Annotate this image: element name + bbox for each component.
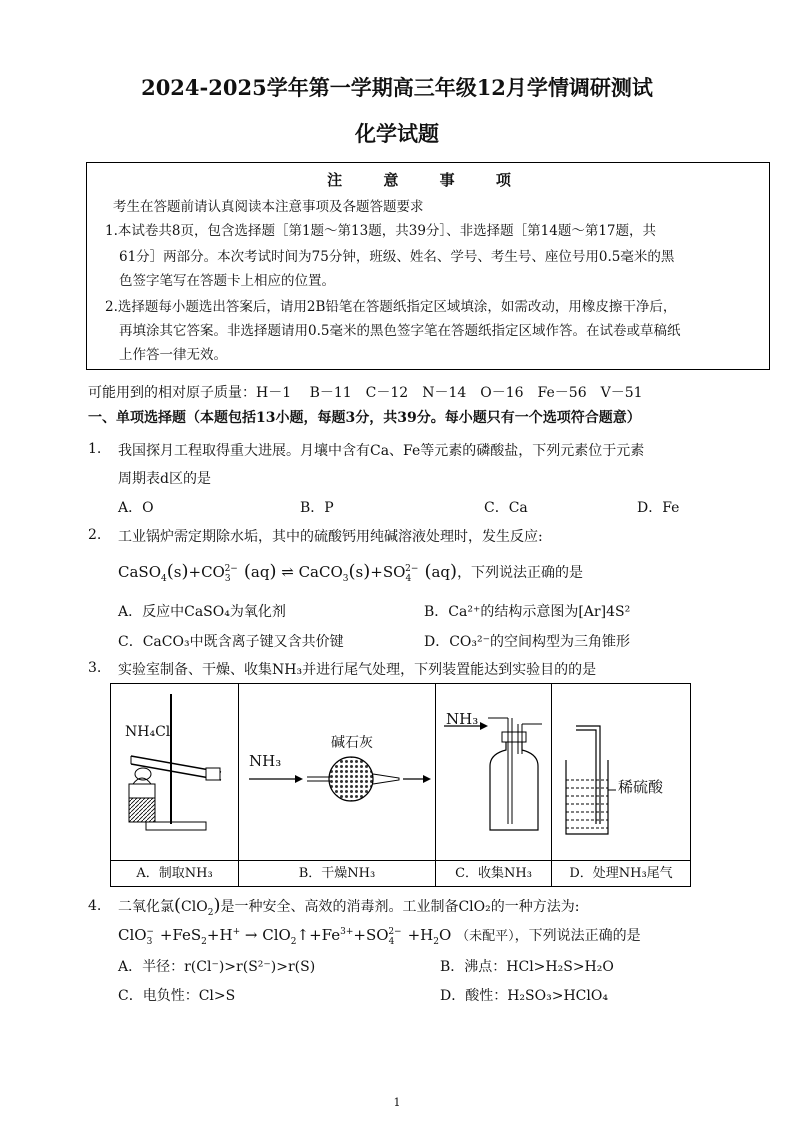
question-4-equation-note: （未配平） — [456, 929, 515, 944]
question-1-option-d[interactable]: D．Fe — [637, 500, 680, 516]
nh3-inlet-label-b: NH₃ — [249, 752, 282, 770]
question-4-stem-a: 二氧化氯 — [118, 899, 174, 915]
question-4-equation: $ClO_3^- +FeS_2+H^+ \to ClO_2↑+Fe^{3+}+SO_4^{2-} +H_2O$ （未配平），下列说法正确的是 — [118, 926, 641, 947]
question-4-option-d[interactable]: D．酸性：H₂SO₃>HClO₄ — [440, 988, 608, 1004]
question-4-stem-b: 是一种安全、高效的消毒剂。工业制备ClO₂的一种方法为: — [220, 899, 580, 915]
question-2-option-a[interactable]: A．反应中CaSO₄为氧化剂 — [118, 604, 286, 620]
notice-item1-line1: 1.本试卷共8页，包含选择题［第1题～第13题，共39分］、非选择题［第14题～第17题，共 — [105, 223, 657, 239]
question-2-stem: 工业锅炉需定期除水垢，其中的硫酸钙用纯碱溶液处理时，发生反应: — [118, 529, 543, 545]
apparatus-caption-c: C．收集NH₃ — [436, 860, 551, 887]
notice-item1-line2: 61分］两部分。本次考试时间为75分钟，班级、姓名、学号、考生号、座位号用0.5毫米的黑 — [119, 249, 675, 265]
apparatus-cell-a[interactable] — [111, 684, 239, 886]
question-3-number: 3. — [88, 660, 102, 676]
question-2-option-c[interactable]: C．CaCO₃中既含离子键又含共价键 — [118, 634, 344, 650]
question-2-option-d[interactable]: D．CO₃²⁻的空间构型为三角锥形 — [424, 634, 631, 650]
apparatus-cell-c[interactable] — [436, 684, 552, 886]
apparatus-caption-d: D．处理NH₃尾气 — [552, 860, 690, 887]
question-4-option-b[interactable]: B．沸点：HCl>H₂S>H₂O — [440, 959, 614, 975]
apparatus-cell-d[interactable] — [552, 684, 690, 886]
question-2-equation-tail: ，下列说法正确的是 — [457, 565, 584, 581]
soda-lime-label: 碱石灰 — [331, 735, 373, 751]
notice-item1-line3: 色签字笔写在答题卡上相应的位置。 — [119, 273, 335, 289]
apparatus-table — [110, 683, 691, 887]
page-title: 2024-2025学年第一学期高三年级12月学情调研测试 — [141, 75, 653, 100]
notice-box — [86, 162, 770, 370]
question-1-stem-line2: 周期表d区的是 — [118, 471, 211, 487]
section-title: 一、单项选择题（本题包括13小题，每题3分，共39分。每小题只有一个选项符合题意） — [88, 410, 641, 426]
notice-item2-line2: 再填涂其它答案。非选择题请用0.5毫米的黑色签字笔在答题纸指定区域作答。在试卷或草稿纸 — [119, 323, 681, 339]
question-1-option-b[interactable]: B．P — [300, 500, 334, 516]
notice-item2-line1: 2.选择题每小题选出答案后，请用2B铅笔在答题纸指定区域填涂，如需改动，用橡皮擦干净后， — [105, 299, 677, 315]
notice-intro: 考生在答题前请认真阅读本注意事项及各题答题要求 — [113, 199, 424, 215]
question-4-option-c[interactable]: C．电负性：Cl>S — [118, 988, 236, 1004]
page-number: 1 — [393, 1096, 401, 1109]
absorption-beaker-drawing — [552, 684, 690, 860]
question-2-equation: $CaSO_4(s)+CO_3^{2-}$ (aq) ⇌ $CaCO_3(s)+SO_4^{2-}$ (aq)，下列说法正确的是 — [118, 561, 584, 584]
question-4-stem: 二氧化氯(ClO$_2$)是一种安全、高效的消毒剂。工业制备ClO₂的一种方法为: — [118, 895, 580, 918]
question-1-stem-line1: 我国探月工程取得重大进展。月壤中含有Ca、Fe等元素的磷酸盐，下列元素位于元素 — [118, 443, 645, 459]
question-4-option-a[interactable]: A．半径：r(Cl⁻)>r(S²⁻)>r(S) — [118, 959, 316, 975]
apparatus-caption-b: B．干燥NH₃ — [239, 860, 435, 887]
nh4cl-label: NH₄Cl — [125, 724, 171, 740]
dilute-sulfuric-acid-label: 稀硫酸 — [618, 778, 664, 796]
notice-heading: 注 意 事 项 — [327, 171, 529, 189]
question-4-equation-tail: ，下列说法正确的是 — [514, 928, 641, 944]
question-1-number: 1. — [88, 441, 102, 457]
question-2-number: 2. — [88, 527, 102, 543]
question-2-option-b[interactable]: B．Ca²⁺的结构示意图为[Ar]4S² — [424, 604, 631, 620]
question-1-option-a[interactable]: A．O — [118, 500, 154, 516]
apparatus-cell-b[interactable] — [239, 684, 436, 886]
notice-item2-line3: 上作答一律无效。 — [119, 347, 227, 363]
question-3-stem: 实验室制备、干燥、收集NH₃并进行尾气处理，下列装置能达到实验目的的是 — [118, 662, 597, 678]
atomic-masses: 可能用到的相对原子质量：H－1 B－11 C－12 N－14 O－16 Fe－56 V－51 — [88, 385, 643, 401]
nh3-inlet-label-c: NH₃ — [446, 710, 479, 728]
apparatus-caption-a: A．制取NH₃ — [111, 860, 238, 887]
question-4-number: 4. — [88, 898, 102, 914]
page-subtitle: 化学试题 — [355, 121, 439, 146]
drying-tube-drawing — [239, 684, 435, 860]
heating-apparatus-drawing — [111, 684, 238, 860]
question-1-option-c[interactable]: C．Ca — [484, 500, 528, 516]
